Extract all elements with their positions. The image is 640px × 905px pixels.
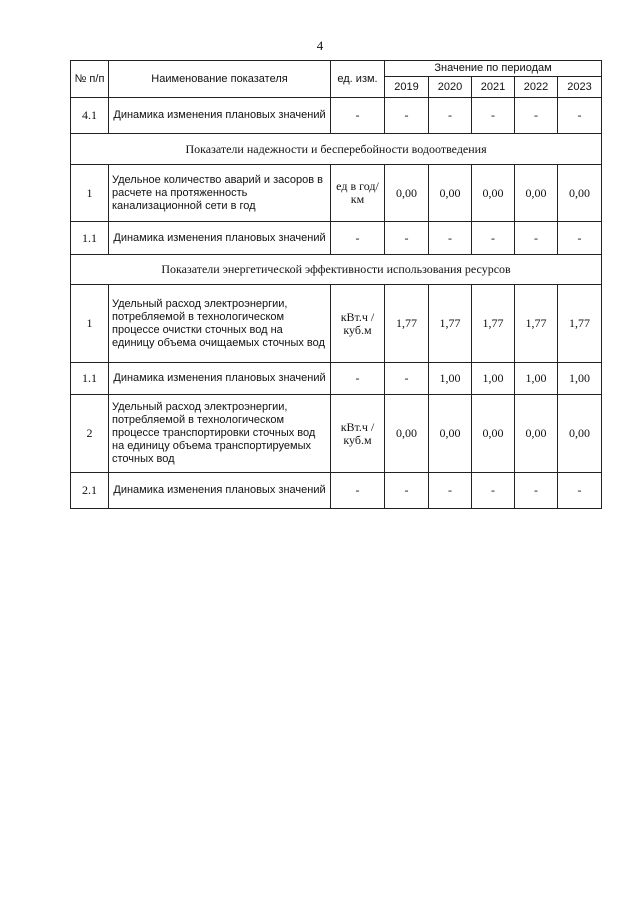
indicator-unit: - <box>331 98 385 134</box>
indicator-value: 0,00 <box>385 165 429 222</box>
indicator-value: - <box>429 98 472 134</box>
row-number: 1 <box>71 165 109 222</box>
row-number: 4.1 <box>71 98 109 134</box>
header-no: № п/п <box>71 61 109 98</box>
indicator-value: - <box>429 222 472 255</box>
indicators-table <box>70 60 602 509</box>
indicator-unit: кВт.ч / куб.м <box>331 395 385 473</box>
section-row <box>71 134 602 165</box>
indicator-value: - <box>385 98 429 134</box>
indicator-value: 1,00 <box>429 363 472 395</box>
indicator-name: Удельное количество аварий и засоров в расчете на протяженность канализационной сети в год <box>109 165 331 222</box>
table-row <box>71 98 602 134</box>
table-header <box>71 61 602 98</box>
indicator-name: Удельный расход электроэнергии, потребляемой в технологическом процессе транспортировки сточных вод на единицу объема транспортируемых сточных вод <box>109 395 331 473</box>
indicator-name: Динамика изменения плановых значений <box>109 222 331 255</box>
page-number: 4 <box>316 38 324 53</box>
indicator-value: 0,00 <box>515 395 558 473</box>
header-year: 2023 <box>558 77 602 98</box>
section-row <box>71 255 602 285</box>
indicator-value: 0,00 <box>472 395 515 473</box>
indicator-value: - <box>385 473 429 509</box>
indicator-name: Динамика изменения плановых значений <box>109 363 331 395</box>
row-number: 2 <box>71 395 109 473</box>
indicator-value: 0,00 <box>429 395 472 473</box>
table-row <box>71 165 602 222</box>
indicator-value: 0,00 <box>558 165 602 222</box>
indicator-value: 1,77 <box>472 285 515 363</box>
header-year: 2021 <box>472 77 515 98</box>
row-number: 1.1 <box>71 363 109 395</box>
section-title: Показатели надежности и бесперебойности водоотведения <box>71 134 602 165</box>
indicator-value: 0,00 <box>515 165 558 222</box>
indicator-name: Удельный расход электроэнергии, потребляемой в технологическом процессе очистки сточных вод на единицу объема очищаемых сточных вод <box>109 285 331 363</box>
indicator-value: 1,00 <box>472 363 515 395</box>
indicator-value: 0,00 <box>385 395 429 473</box>
indicator-value: 0,00 <box>558 395 602 473</box>
indicator-value: - <box>515 473 558 509</box>
indicator-value: 1,00 <box>558 363 602 395</box>
indicator-value: 0,00 <box>429 165 472 222</box>
table-row <box>71 285 602 363</box>
indicator-unit: - <box>331 473 385 509</box>
header-unit: ед. изм. <box>331 61 385 98</box>
header-year: 2022 <box>515 77 558 98</box>
indicator-unit: кВт.ч / куб.м <box>331 285 385 363</box>
indicator-value: - <box>472 222 515 255</box>
indicator-unit: - <box>331 222 385 255</box>
table-row <box>71 395 602 473</box>
indicator-value: 1,77 <box>558 285 602 363</box>
indicator-value: - <box>385 222 429 255</box>
section-title: Показатели энергетической эффективности использования ресурсов <box>71 255 602 285</box>
header-year: 2020 <box>429 77 472 98</box>
row-number: 1 <box>71 285 109 363</box>
row-number: 1.1 <box>71 222 109 255</box>
indicator-value: - <box>472 98 515 134</box>
indicator-name: Динамика изменения плановых значений <box>109 473 331 509</box>
table-row <box>71 473 602 509</box>
header-year: 2019 <box>385 77 429 98</box>
indicator-value: - <box>385 363 429 395</box>
indicator-value: 1,77 <box>429 285 472 363</box>
indicator-name: Динамика изменения плановых значений <box>109 98 331 134</box>
header-periods: Значение по периодам <box>385 61 602 77</box>
table-row <box>71 222 602 255</box>
indicator-value: - <box>429 473 472 509</box>
header-name: Наименование показателя <box>109 61 331 98</box>
table-row <box>71 363 602 395</box>
row-number: 2.1 <box>71 473 109 509</box>
indicator-value: - <box>472 473 515 509</box>
indicator-value: 1,77 <box>515 285 558 363</box>
indicator-value: 1,77 <box>385 285 429 363</box>
indicator-unit: ед в год/ км <box>331 165 385 222</box>
indicator-value: 0,00 <box>472 165 515 222</box>
indicator-value: - <box>558 98 602 134</box>
indicator-value: - <box>558 473 602 509</box>
indicator-value: 1,00 <box>515 363 558 395</box>
indicator-value: - <box>515 222 558 255</box>
indicator-value: - <box>558 222 602 255</box>
indicator-value: - <box>515 98 558 134</box>
indicator-unit: - <box>331 363 385 395</box>
